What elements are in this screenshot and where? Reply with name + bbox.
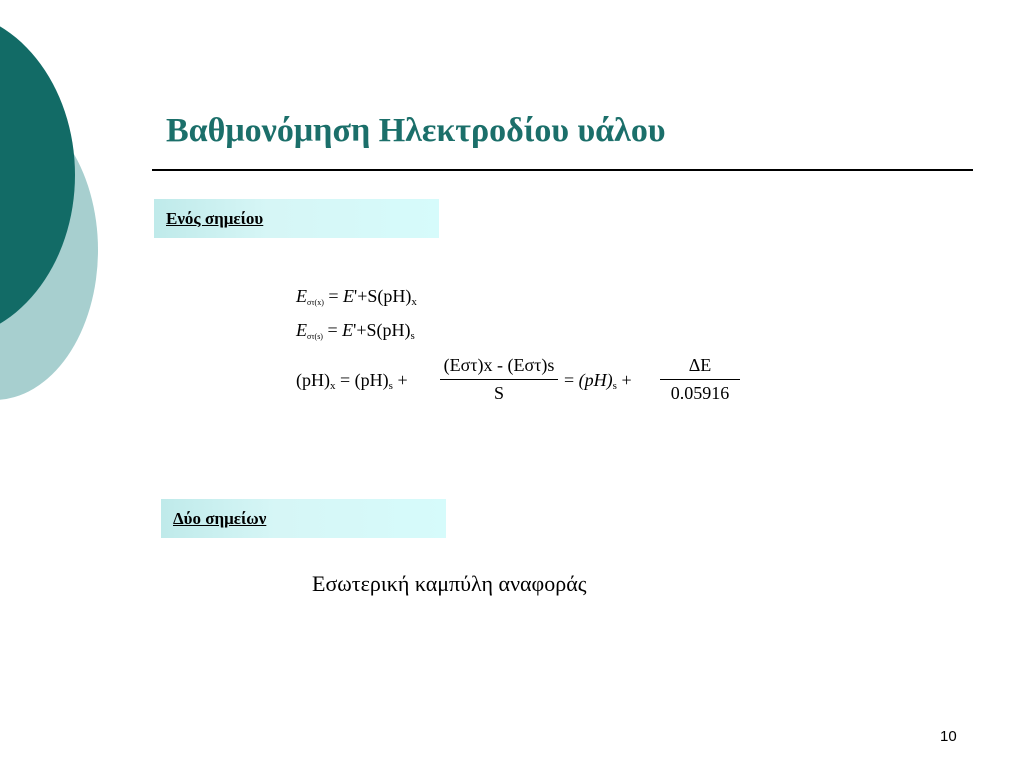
fraction-1-bar: [440, 379, 558, 380]
fraction-2-numerator: ΔE: [688, 355, 712, 375]
formula-3-fraction-1: [440, 355, 558, 404]
formula-3-middle: [564, 370, 632, 392]
section-two-point: [161, 499, 446, 538]
formula-1-rhs-e: E: [343, 286, 355, 306]
formula-3-plus2: +: [621, 370, 632, 390]
fraction-2-denominator: 0.05916: [670, 383, 730, 403]
formula-line-2: [296, 320, 415, 342]
formula-3-term2: (pH): [578, 370, 613, 390]
formula-2-rhs: '+S(pH): [353, 320, 411, 340]
formula-3-eq1: =: [340, 370, 351, 390]
section-one-point-label: Ενός σημείου: [166, 209, 264, 228]
formula-3-left: [296, 370, 408, 392]
title-divider: [152, 169, 973, 171]
formula-3-eq2: =: [564, 370, 575, 390]
formula-3-plus1: +: [397, 370, 408, 390]
page-number: 10: [940, 728, 957, 745]
formula-1-lhs-sub: στ(x): [307, 298, 324, 307]
formula-3-term1: (pH): [354, 370, 389, 390]
formula-3-lhs: (pH): [296, 370, 330, 390]
section-one-point: [154, 199, 439, 238]
internal-reference-curve-text: Εσωτερική καμπύλη αναφοράς: [312, 571, 587, 596]
formula-2-eq: =: [327, 320, 338, 340]
formula-1-rhs: '+S(pH): [354, 286, 412, 306]
formula-line-1: [296, 286, 417, 308]
formula-1-eq: =: [328, 286, 339, 306]
formula-3-fraction-2: [660, 355, 740, 404]
formula-2-rhs-e: E: [342, 320, 354, 340]
formula-2-lhs-sub: στ(s): [307, 332, 323, 341]
formula-3-term1-sub: s: [388, 380, 393, 392]
formula-3-lhs-sub: x: [330, 380, 336, 392]
formula-2-rhs-sub: s: [410, 330, 415, 342]
fraction-1-denominator: S: [493, 383, 504, 403]
fraction-1-numerator: (Eστ)x - (Eστ)s: [443, 355, 555, 375]
formula-3-term2-sub: s: [612, 380, 617, 392]
formula-1-lhs: E: [296, 286, 307, 306]
formula-1-rhs-sub: x: [411, 296, 417, 308]
fraction-2-bar: [660, 379, 740, 380]
slide-title: Βαθμονόμηση Ηλεκτροδίου υάλου: [166, 112, 666, 149]
section-two-point-label: Δύο σημείων: [173, 509, 267, 528]
formula-2-lhs: E: [296, 320, 307, 340]
